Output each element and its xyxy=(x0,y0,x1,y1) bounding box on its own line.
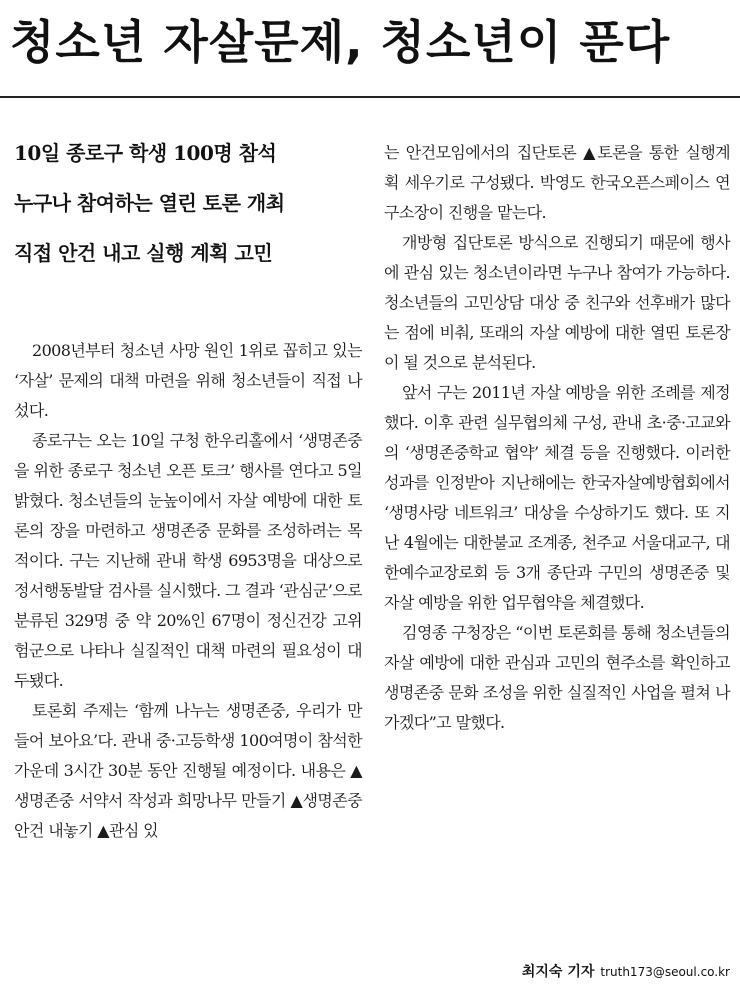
headline: 청소년 자살문제, 청소년이 푼다 xyxy=(10,15,671,69)
paragraph: 김영종 구청장은 “이번 토론회를 통해 청소년들의 자살 예방에 대한 관심과 고민의 현주소를 확인하고 생명존중 문화 조성을 위한 실질적인 사업을 펼쳐 나가겠다”고 말했다. xyxy=(384,623,730,732)
subhead-1: 10일 종로구 학생 100명 참석 xyxy=(14,141,277,165)
article-body-right xyxy=(384,138,730,738)
right-column xyxy=(384,138,730,738)
paragraph: 종로구는 오는 10일 구청 한우리홀에서 ‘생명존중을 위한 종로구 청소년 오픈 토크’ 행사를 연다고 5일 밝혔다. 청소년들의 눈높이에서 자살 예방에 대한 토론의 장을 마련하고 생명존중 문화를 조성하려는 목적이다. 구는 지난해 관내 학생 6953명을 대상으로 정서행동발달 검사를 실시했다. 그 결과 ‘관심군’으로 분류된 329명 중 약 20%인 67명이 정신건강 고위험군으로 나타나 실질적인 대책 마련의 필요성이 대두됐다. xyxy=(14,431,362,690)
subhead-2: 누구나 참여하는 열린 토론 개최 xyxy=(14,191,285,215)
byline xyxy=(522,960,730,984)
paragraph: 앞서 구는 2011년 자살 예방을 위한 조례를 제정했다. 이후 관련 실무협의체 구성, 관내 초·중·고교와의 ‘생명존중학교 협약’ 체결 등을 진행했다. 이러한 성과를 인정받아 지난해에는 한국자살예방협회에서 ‘생명사랑 네트워크’ 대상을 수상하기도 했다. 또 지난 4월에는 대한불교 조계종, 천주교 서울대교구, 대한예수교장로회 등 3개 종단과 구민의 생명존중 및 자살 예방을 위한 업무협약을 체결했다. xyxy=(384,383,730,612)
paragraph: 개방형 집단토론 방식으로 진행되기 때문에 행사에 관심 있는 청소년이라면 누구나 참여가 가능하다. 청소년들의 고민상담 대상 중 친구와 선후배가 많다는 점에 비춰, 또래의 자살 예방에 대한 열띤 토론장이 될 것으로 분석된다. xyxy=(384,233,730,372)
spacer xyxy=(14,278,362,336)
article-body-left xyxy=(14,336,362,846)
headline-divider xyxy=(0,96,740,98)
reporter-name: 최지숙 기자 xyxy=(521,964,595,980)
subheads xyxy=(14,128,362,278)
subhead-3: 직접 안건 내고 실행 계획 고민 xyxy=(14,241,273,265)
reporter-email[interactable]: truth173@seoul.co.kr xyxy=(600,965,730,979)
left-column xyxy=(14,128,362,846)
paragraph: 2008년부터 청소년 사망 원인 1위로 꼽히고 있는 ‘자살’ 문제의 대책 마련을 위해 청소년들이 직접 나섰다. xyxy=(14,341,362,420)
paragraph-continuation: 는 안건모임에서의 집단토론 ▲토론을 통한 실행계획 세우기로 구성됐다. 박영도 한국오픈스페이스 연구소장이 진행을 맡는다. xyxy=(384,143,730,222)
paragraph: 토론회 주제는 ‘함께 나누는 생명존중, 우리가 만들어 보아요’다. 관내 중·고등학생 100여명이 참석한 가운데 3시간 30분 동안 진행될 예정이다. 내용은 ▲생명존중 서약서 작성과 희망나무 만들기 ▲생명존중 안건 내놓기 ▲관심 있 xyxy=(14,701,362,840)
